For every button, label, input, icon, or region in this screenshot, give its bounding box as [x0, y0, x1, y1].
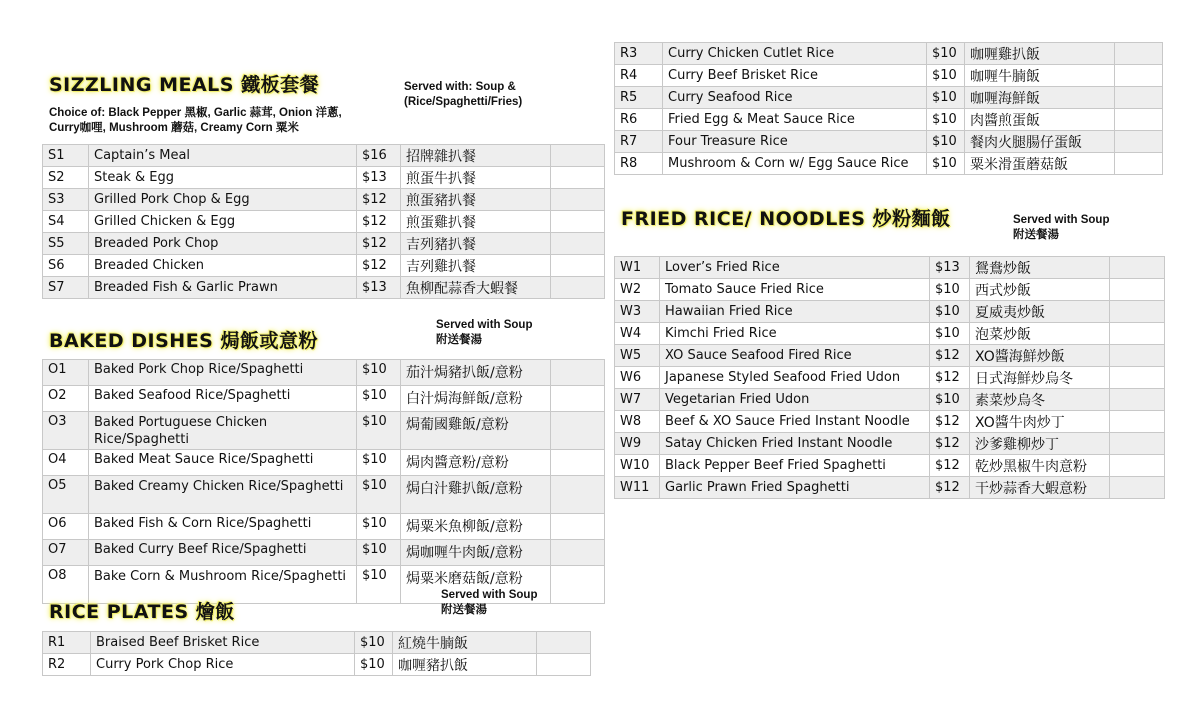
menu-item-chinese-name: 煎蛋豬扒餐 — [401, 189, 551, 211]
menu-item-chinese-name: 鴛鴦炒飯 — [970, 257, 1110, 279]
menu-row-blank-cell — [1110, 389, 1165, 411]
menu-row-o3 — [43, 412, 605, 450]
menu-item-code: W3 — [615, 301, 660, 323]
menu-item-name: Hawaiian Fried Rice — [660, 301, 930, 323]
menu-row-w8 — [615, 411, 1165, 433]
menu-item-price: $10 — [927, 131, 965, 153]
menu-row-r3 — [615, 43, 1163, 65]
menu-row-blank-cell — [1110, 477, 1165, 499]
baked-section-title: BAKED DISHES 焗飯或意粉 — [49, 330, 318, 352]
baked-served-note: Served with Soup 附送餐湯 — [436, 319, 533, 346]
menu-item-name: Curry Seafood Rice — [663, 87, 927, 109]
menu-item-chinese-name: 紅燒牛腩飯 — [393, 632, 537, 654]
menu-item-code: S3 — [43, 189, 89, 211]
menu-row-blank-cell — [1110, 301, 1165, 323]
menu-item-code: O8 — [43, 566, 89, 604]
menu-item-price: $12 — [930, 455, 970, 477]
menu-row-w6 — [615, 367, 1165, 389]
menu-row-blank-cell — [551, 233, 605, 255]
menu-item-price: $10 — [930, 323, 970, 345]
menu-item-price: $13 — [357, 167, 401, 189]
menu-row-r7 — [615, 131, 1163, 153]
menu-item-chinese-name: 沙爹雞柳炒丁 — [970, 433, 1110, 455]
menu-row-w3 — [615, 301, 1165, 323]
menu-item-chinese-name: 咖喱雞扒飯 — [965, 43, 1115, 65]
sizzling-menu-table — [42, 144, 605, 299]
menu-row-w4 — [615, 323, 1165, 345]
menu-item-code: R5 — [615, 87, 663, 109]
menu-item-chinese-name: 咖喱海鮮飯 — [965, 87, 1115, 109]
menu-row-o2 — [43, 386, 605, 412]
menu-item-code: S7 — [43, 277, 89, 299]
menu-row-blank-cell — [551, 145, 605, 167]
menu-item-price: $10 — [927, 43, 965, 65]
menu-row-s6 — [43, 255, 605, 277]
menu-row-blank-cell — [551, 476, 605, 514]
menu-item-price: $10 — [927, 65, 965, 87]
menu-item-chinese-name: 焗白汁雞扒飯/意粉 — [401, 476, 551, 514]
menu-item-code: W11 — [615, 477, 660, 499]
menu-item-chinese-name: 餐肉火腿腸仔蛋飯 — [965, 131, 1115, 153]
menu-item-price: $10 — [357, 386, 401, 412]
menu-row-blank-cell — [1110, 433, 1165, 455]
menu-item-price: $10 — [357, 450, 401, 476]
menu-item-code: O6 — [43, 514, 89, 540]
menu-item-code: O7 — [43, 540, 89, 566]
menu-item-code: O5 — [43, 476, 89, 514]
menu-item-price: $12 — [930, 367, 970, 389]
menu-item-price: $10 — [927, 109, 965, 131]
menu-item-price: $10 — [357, 476, 401, 514]
menu-item-code: S1 — [43, 145, 89, 167]
menu-item-name: Bake Corn & Mushroom Rice/Spaghetti — [89, 566, 357, 604]
menu-item-chinese-name: 焗粟米魚柳飯/意粉 — [401, 514, 551, 540]
baked-menu-table — [42, 359, 605, 604]
menu-item-price: $10 — [357, 412, 401, 450]
menu-item-code: O2 — [43, 386, 89, 412]
menu-item-code: R3 — [615, 43, 663, 65]
menu-row-blank-cell — [537, 654, 591, 676]
menu-item-price: $16 — [357, 145, 401, 167]
menu-item-name: Breaded Chicken — [89, 255, 357, 277]
menu-item-price: $12 — [930, 345, 970, 367]
menu-item-name: Beef & XO Sauce Fried Instant Noodle — [660, 411, 930, 433]
fried-menu-table — [614, 256, 1165, 499]
menu-item-chinese-name: 吉列豬扒餐 — [401, 233, 551, 255]
menu-item-chinese-name: 干炒蒜香大蝦意粉 — [970, 477, 1110, 499]
menu-row-blank-cell — [551, 540, 605, 566]
menu-item-chinese-name: 西式炒飯 — [970, 279, 1110, 301]
menu-item-price: $10 — [927, 153, 965, 175]
menu-item-code: W4 — [615, 323, 660, 345]
menu-item-chinese-name: 魚柳配蒜香大蝦餐 — [401, 277, 551, 299]
menu-row-blank-cell — [551, 255, 605, 277]
menu-item-name: Captain’s Meal — [89, 145, 357, 167]
menu-item-code: R1 — [43, 632, 91, 654]
menu-item-code: W9 — [615, 433, 660, 455]
menu-item-name: Braised Beef Brisket Rice — [91, 632, 355, 654]
menu-row-blank-cell — [551, 450, 605, 476]
menu-row-s1 — [43, 145, 605, 167]
menu-item-name: Baked Fish & Corn Rice/Spaghetti — [89, 514, 357, 540]
menu-item-code: W2 — [615, 279, 660, 301]
menu-row-w2 — [615, 279, 1165, 301]
menu-row-s5 — [43, 233, 605, 255]
menu-item-price: $13 — [930, 257, 970, 279]
menu-row-r4 — [615, 65, 1163, 87]
fried-section-title: FRIED RICE/ NOODLES 炒粉麵飯 — [621, 208, 951, 230]
menu-item-chinese-name: 素菜炒烏冬 — [970, 389, 1110, 411]
menu-row-r8 — [615, 153, 1163, 175]
menu-row-blank-cell — [1110, 455, 1165, 477]
menu-row-s3 — [43, 189, 605, 211]
menu-item-name: Japanese Styled Seafood Fried Udon — [660, 367, 930, 389]
menu-item-name: Curry Chicken Cutlet Rice — [663, 43, 927, 65]
menu-item-chinese-name: XO醬海鮮炒飯 — [970, 345, 1110, 367]
menu-item-code: W10 — [615, 455, 660, 477]
menu-item-price: $10 — [927, 87, 965, 109]
menu-item-price: $10 — [355, 632, 393, 654]
menu-item-chinese-name: 焗粟米磨菇飯/意粉 — [401, 566, 551, 604]
menu-item-price: $10 — [357, 566, 401, 604]
menu-row-s7 — [43, 277, 605, 299]
menu-item-code: O1 — [43, 360, 89, 386]
menu-row-o5 — [43, 476, 605, 514]
sizzling-choice-note: Choice of: Black Pepper 黑椒, Garlic 蒜茸, Onion 洋蔥, Curry咖哩, Mushroom 蘑菇, Creamy Corn 粟米 — [49, 107, 342, 134]
menu-row-blank-cell — [1115, 43, 1163, 65]
menu-item-name: Tomato Sauce Fried Rice — [660, 279, 930, 301]
menu-row-blank-cell — [1115, 109, 1163, 131]
menu-row-blank-cell — [551, 514, 605, 540]
menu-item-code: S6 — [43, 255, 89, 277]
menu-row-o1 — [43, 360, 605, 386]
menu-item-name: Baked Portuguese Chicken Rice/Spaghetti — [89, 412, 357, 450]
menu-item-chinese-name: 泡菜炒飯 — [970, 323, 1110, 345]
menu-item-name: Steak & Egg — [89, 167, 357, 189]
menu-item-name: Curry Pork Chop Rice — [91, 654, 355, 676]
menu-item-chinese-name: 日式海鮮炒烏冬 — [970, 367, 1110, 389]
menu-row-blank-cell — [1115, 153, 1163, 175]
menu-item-code: W7 — [615, 389, 660, 411]
menu-item-name: Grilled Chicken & Egg — [89, 211, 357, 233]
menu-item-price: $12 — [357, 233, 401, 255]
menu-row-blank-cell — [1110, 411, 1165, 433]
menu-item-name: Lover’s Fried Rice — [660, 257, 930, 279]
menu-row-r5 — [615, 87, 1163, 109]
menu-item-chinese-name: 茄汁焗豬扒飯/意粉 — [401, 360, 551, 386]
menu-row-w7 — [615, 389, 1165, 411]
menu-row-o4 — [43, 450, 605, 476]
menu-item-price: $10 — [357, 540, 401, 566]
menu-item-code: R6 — [615, 109, 663, 131]
menu-item-chinese-name: 焗咖喱牛肉飯/意粉 — [401, 540, 551, 566]
menu-item-code: R7 — [615, 131, 663, 153]
menu-item-chinese-name: 白汁焗海鮮飯/意粉 — [401, 386, 551, 412]
menu-item-price: $10 — [355, 654, 393, 676]
rice-served-note: Served with Soup 附送餐湯 — [441, 589, 538, 616]
menu-row-r2 — [43, 654, 591, 676]
menu-item-price: $10 — [930, 279, 970, 301]
menu-row-blank-cell — [1110, 257, 1165, 279]
menu-row-blank-cell — [551, 412, 605, 450]
menu-item-name: Vegetarian Fried Udon — [660, 389, 930, 411]
menu-row-blank-cell — [551, 386, 605, 412]
menu-item-price: $12 — [930, 433, 970, 455]
menu-item-chinese-name: 煎蛋牛扒餐 — [401, 167, 551, 189]
menu-item-name: Kimchi Fried Rice — [660, 323, 930, 345]
menu-row-w10 — [615, 455, 1165, 477]
menu-item-chinese-name: XO醬牛肉炒丁 — [970, 411, 1110, 433]
menu-item-chinese-name: 招牌雜扒餐 — [401, 145, 551, 167]
menu-row-o6 — [43, 514, 605, 540]
menu-item-chinese-name: 夏威夷炒飯 — [970, 301, 1110, 323]
menu-item-code: S2 — [43, 167, 89, 189]
sizzling-section-title: SIZZLING MEALS 鐵板套餐 — [49, 74, 320, 96]
menu-item-name: Garlic Prawn Fried Spaghetti — [660, 477, 930, 499]
menu-item-name: Curry Beef Brisket Rice — [663, 65, 927, 87]
menu-item-chinese-name: 煎蛋雞扒餐 — [401, 211, 551, 233]
menu-item-code: R8 — [615, 153, 663, 175]
menu-item-name: Baked Curry Beef Rice/Spaghetti — [89, 540, 357, 566]
menu-row-r1 — [43, 632, 591, 654]
menu-item-name: Baked Creamy Chicken Rice/Spaghetti — [89, 476, 357, 514]
menu-item-chinese-name: 咖喱豬扒飯 — [393, 654, 537, 676]
menu-row-blank-cell — [1115, 65, 1163, 87]
menu-item-name: Satay Chicken Fried Instant Noodle — [660, 433, 930, 455]
menu-item-name: Mushroom & Corn w/ Egg Sauce Rice — [663, 153, 927, 175]
menu-item-chinese-name: 咖喱牛腩飯 — [965, 65, 1115, 87]
menu-row-blank-cell — [1110, 345, 1165, 367]
menu-item-code: W6 — [615, 367, 660, 389]
menu-row-blank-cell — [551, 189, 605, 211]
menu-item-price: $10 — [930, 389, 970, 411]
menu-item-name: Grilled Pork Chop & Egg — [89, 189, 357, 211]
menu-row-blank-cell — [551, 167, 605, 189]
menu-item-price: $12 — [357, 189, 401, 211]
menu-item-chinese-name: 乾炒黑椒牛肉意粉 — [970, 455, 1110, 477]
sizzling-served-note: Served with: Soup & (Rice/Spaghetti/Fries) — [404, 81, 523, 108]
menu-item-chinese-name: 粟米滑蛋蘑菇飯 — [965, 153, 1115, 175]
menu-row-w9 — [615, 433, 1165, 455]
menu-item-name: Four Treasure Rice — [663, 131, 927, 153]
menu-item-code: S4 — [43, 211, 89, 233]
menu-row-s2 — [43, 167, 605, 189]
menu-row-w5 — [615, 345, 1165, 367]
menu-row-w11 — [615, 477, 1165, 499]
menu-item-name: Fried Egg & Meat Sauce Rice — [663, 109, 927, 131]
menu-item-price: $12 — [357, 211, 401, 233]
menu-row-blank-cell — [537, 632, 591, 654]
menu-item-chinese-name: 焗肉醬意粉/意粉 — [401, 450, 551, 476]
menu-row-r6 — [615, 109, 1163, 131]
rice-menu-table-left — [42, 631, 591, 676]
menu-row-blank-cell — [1115, 131, 1163, 153]
menu-item-chinese-name: 焗葡國雞飯/意粉 — [401, 412, 551, 450]
menu-item-code: S5 — [43, 233, 89, 255]
menu-row-blank-cell — [551, 360, 605, 386]
menu-item-price: $12 — [930, 411, 970, 433]
rice-section-title: RICE PLATES 燴飯 — [49, 601, 235, 623]
menu-item-name: XO Sauce Seafood Fired Rice — [660, 345, 930, 367]
menu-item-price: $12 — [357, 255, 401, 277]
menu-row-blank-cell — [551, 277, 605, 299]
menu-item-price: $13 — [357, 277, 401, 299]
menu-item-code: W5 — [615, 345, 660, 367]
menu-item-price: $12 — [930, 477, 970, 499]
menu-row-blank-cell — [1110, 279, 1165, 301]
menu-item-price: $10 — [357, 360, 401, 386]
menu-item-name: Breaded Pork Chop — [89, 233, 357, 255]
menu-item-code: R2 — [43, 654, 91, 676]
menu-item-price: $10 — [930, 301, 970, 323]
menu-item-price: $10 — [357, 514, 401, 540]
rice-menu-table-right — [614, 42, 1163, 175]
menu-row-blank-cell — [1110, 323, 1165, 345]
menu-row-blank-cell — [551, 211, 605, 233]
menu-item-name: Baked Pork Chop Rice/Spaghetti — [89, 360, 357, 386]
menu-row-s4 — [43, 211, 605, 233]
menu-item-chinese-name: 吉列雞扒餐 — [401, 255, 551, 277]
menu-item-chinese-name: 肉醬煎蛋飯 — [965, 109, 1115, 131]
menu-item-code: W8 — [615, 411, 660, 433]
menu-item-code: W1 — [615, 257, 660, 279]
menu-row-blank-cell — [1110, 367, 1165, 389]
menu-item-name: Baked Seafood Rice/Spaghetti — [89, 386, 357, 412]
menu-item-code: O3 — [43, 412, 89, 450]
menu-row-blank-cell — [551, 566, 605, 604]
menu-row-o7 — [43, 540, 605, 566]
fried-served-note: Served with Soup 附送餐湯 — [1013, 214, 1110, 241]
menu-row-blank-cell — [1115, 87, 1163, 109]
menu-row-w1 — [615, 257, 1165, 279]
menu-item-name: Baked Meat Sauce Rice/Spaghetti — [89, 450, 357, 476]
menu-item-code: R4 — [615, 65, 663, 87]
menu-item-name: Breaded Fish & Garlic Prawn — [89, 277, 357, 299]
menu-item-code: O4 — [43, 450, 89, 476]
menu-item-name: Black Pepper Beef Fried Spaghetti — [660, 455, 930, 477]
